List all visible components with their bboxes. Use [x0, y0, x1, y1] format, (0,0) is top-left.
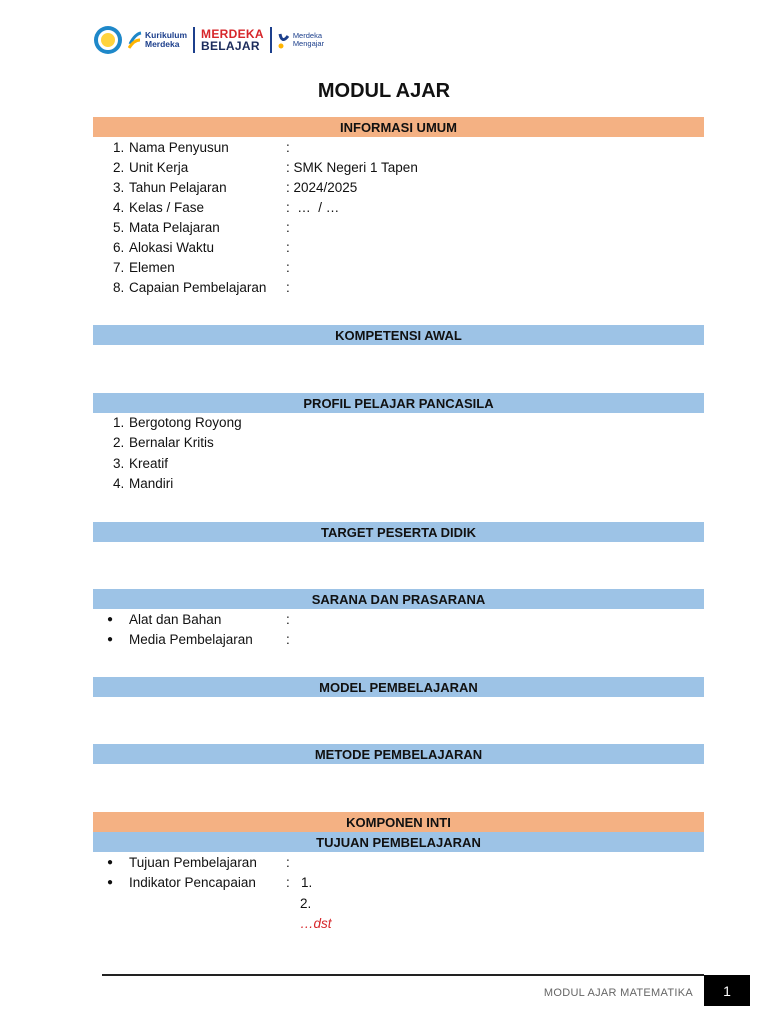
- profil-label: Bergotong Royong: [129, 414, 242, 430]
- merdeka-text: Merdeka: [145, 39, 180, 49]
- info-number-text: 3.: [113, 179, 125, 195]
- profil-number-text: 1.: [113, 414, 125, 430]
- info-value: : … / …: [286, 199, 340, 215]
- section-kompetensi-awal: KOMPETENSI AWAL: [93, 325, 704, 345]
- merdeka-mengajar-mark-icon: [278, 30, 290, 50]
- merdeka-word: MERDEKA: [201, 27, 264, 41]
- section-komponen-inti: KOMPONEN INTI: [93, 812, 704, 832]
- info-value: : 2024/2025: [286, 179, 358, 195]
- footer-rule: [102, 974, 704, 976]
- info-label: Mata Pelajaran: [129, 219, 220, 235]
- info-number: [93, 160, 129, 175]
- profil-label: Bernalar Kritis: [129, 435, 214, 450]
- profil-row: [93, 412, 286, 432]
- section-metode: METODE PEMBELAJARAN: [93, 744, 704, 764]
- indikator-item-2: 2.: [300, 895, 312, 911]
- profil-row: [93, 453, 286, 473]
- logo-divider: [193, 27, 195, 53]
- info-value: :: [286, 239, 290, 255]
- info-row: [93, 137, 290, 157]
- merdeka-mengajar-logo: [278, 30, 324, 50]
- merdeka-mengajar-line2: Mengajar: [292, 39, 325, 48]
- bullet-icon: ●: [106, 856, 113, 868]
- info-value: :: [286, 219, 290, 235]
- info-label: Capaian Pembelajaran: [129, 279, 267, 295]
- profil-number-text: 3.: [113, 455, 125, 471]
- profil-row: [93, 433, 286, 453]
- sarana-value: :: [286, 631, 290, 647]
- info-label: Unit Kerja: [129, 159, 189, 175]
- info-row: [93, 237, 290, 257]
- info-number: [93, 180, 129, 195]
- info-number: [93, 220, 129, 235]
- section-informasi-umum: INFORMASI UMUM: [93, 117, 704, 137]
- header-logos: [94, 24, 324, 56]
- page-number: 1: [704, 975, 750, 1006]
- kurikulum-swoosh-icon: [128, 30, 142, 50]
- profil-number: [93, 435, 129, 450]
- info-label: Alokasi Waktu: [129, 239, 215, 255]
- info-number-text: 1.: [113, 139, 125, 155]
- tujuan-label: Tujuan Pembelajaran: [129, 854, 257, 870]
- info-number-text: 6.: [113, 239, 125, 255]
- logo-divider: [270, 27, 272, 53]
- section-target-peserta: TARGET PESERTA DIDIK: [93, 522, 704, 542]
- tujuan-value: : 1.: [286, 874, 313, 890]
- tujuan-row: [93, 852, 290, 872]
- info-number: [93, 240, 129, 255]
- bullet-icon: ●: [106, 613, 113, 625]
- info-label: Nama Penyusun: [129, 139, 229, 155]
- profil-number: [93, 476, 129, 491]
- info-value: :: [286, 139, 290, 155]
- profil-number: [93, 456, 129, 471]
- info-number-text: 4.: [113, 199, 125, 215]
- kurikulum-merdeka-logo: [128, 30, 187, 50]
- info-value: :: [286, 259, 290, 275]
- info-row: [93, 217, 290, 237]
- info-number-text: 8.: [113, 279, 125, 295]
- section-profil-pelajar: PROFIL PELAJAR PANCASILA: [93, 393, 704, 413]
- sarana-row: [93, 609, 290, 629]
- info-value: : SMK Negeri 1 Tapen: [286, 159, 418, 175]
- profil-row: [93, 474, 286, 494]
- kurikulum-text: Kurikulum: [145, 30, 188, 40]
- info-row: [93, 277, 290, 297]
- sarana-row: [93, 629, 290, 649]
- sarana-label: Alat dan Bahan: [129, 611, 222, 627]
- info-row: [93, 257, 290, 277]
- footer-title: MODUL AJAR MATEMATIKA: [543, 987, 693, 999]
- sarana-label: Media Pembelajaran: [129, 631, 253, 647]
- bullet-icon: ●: [106, 633, 113, 645]
- info-number: [93, 280, 129, 295]
- profil-number-text: 4.: [113, 476, 125, 491]
- sarana-value: :: [286, 611, 290, 627]
- info-value: :: [286, 279, 290, 295]
- info-row: [93, 197, 339, 217]
- info-row: [93, 157, 418, 177]
- info-row: [93, 177, 357, 197]
- info-label: Elemen: [129, 259, 175, 275]
- belajar-word: BELAJAR: [201, 39, 260, 53]
- info-number-text: 5.: [113, 219, 125, 235]
- bullet-icon: ●: [106, 876, 113, 888]
- merdeka-mengajar-line1: Merdeka: [292, 30, 322, 40]
- section-model: MODEL PEMBELAJARAN: [93, 677, 704, 697]
- profil-number-text: 2.: [113, 435, 125, 450]
- tut-wuri-logo-icon: [94, 26, 122, 54]
- profil-label: Mandiri: [129, 476, 174, 491]
- merdeka-belajar-logo: [201, 28, 264, 52]
- profil-label: Kreatif: [129, 455, 169, 471]
- info-number: [93, 200, 129, 215]
- page-title: MODUL AJAR: [317, 80, 451, 102]
- profil-number: [93, 415, 129, 430]
- tujuan-label: Indikator Pencapaian: [129, 874, 256, 890]
- tujuan-row: [93, 872, 312, 892]
- info-number: [93, 140, 129, 155]
- section-tujuan: TUJUAN PEMBELAJARAN: [93, 832, 704, 852]
- info-number: [93, 260, 129, 275]
- indikator-dst: …dst: [300, 915, 332, 931]
- info-number-text: 2.: [113, 159, 125, 175]
- info-label: Tahun Pelajaran: [129, 179, 227, 195]
- info-label: Kelas / Fase: [129, 199, 205, 215]
- section-sarana: SARANA DAN PRASARANA: [93, 589, 704, 609]
- info-number-text: 7.: [113, 259, 125, 275]
- tujuan-value: :: [286, 854, 290, 870]
